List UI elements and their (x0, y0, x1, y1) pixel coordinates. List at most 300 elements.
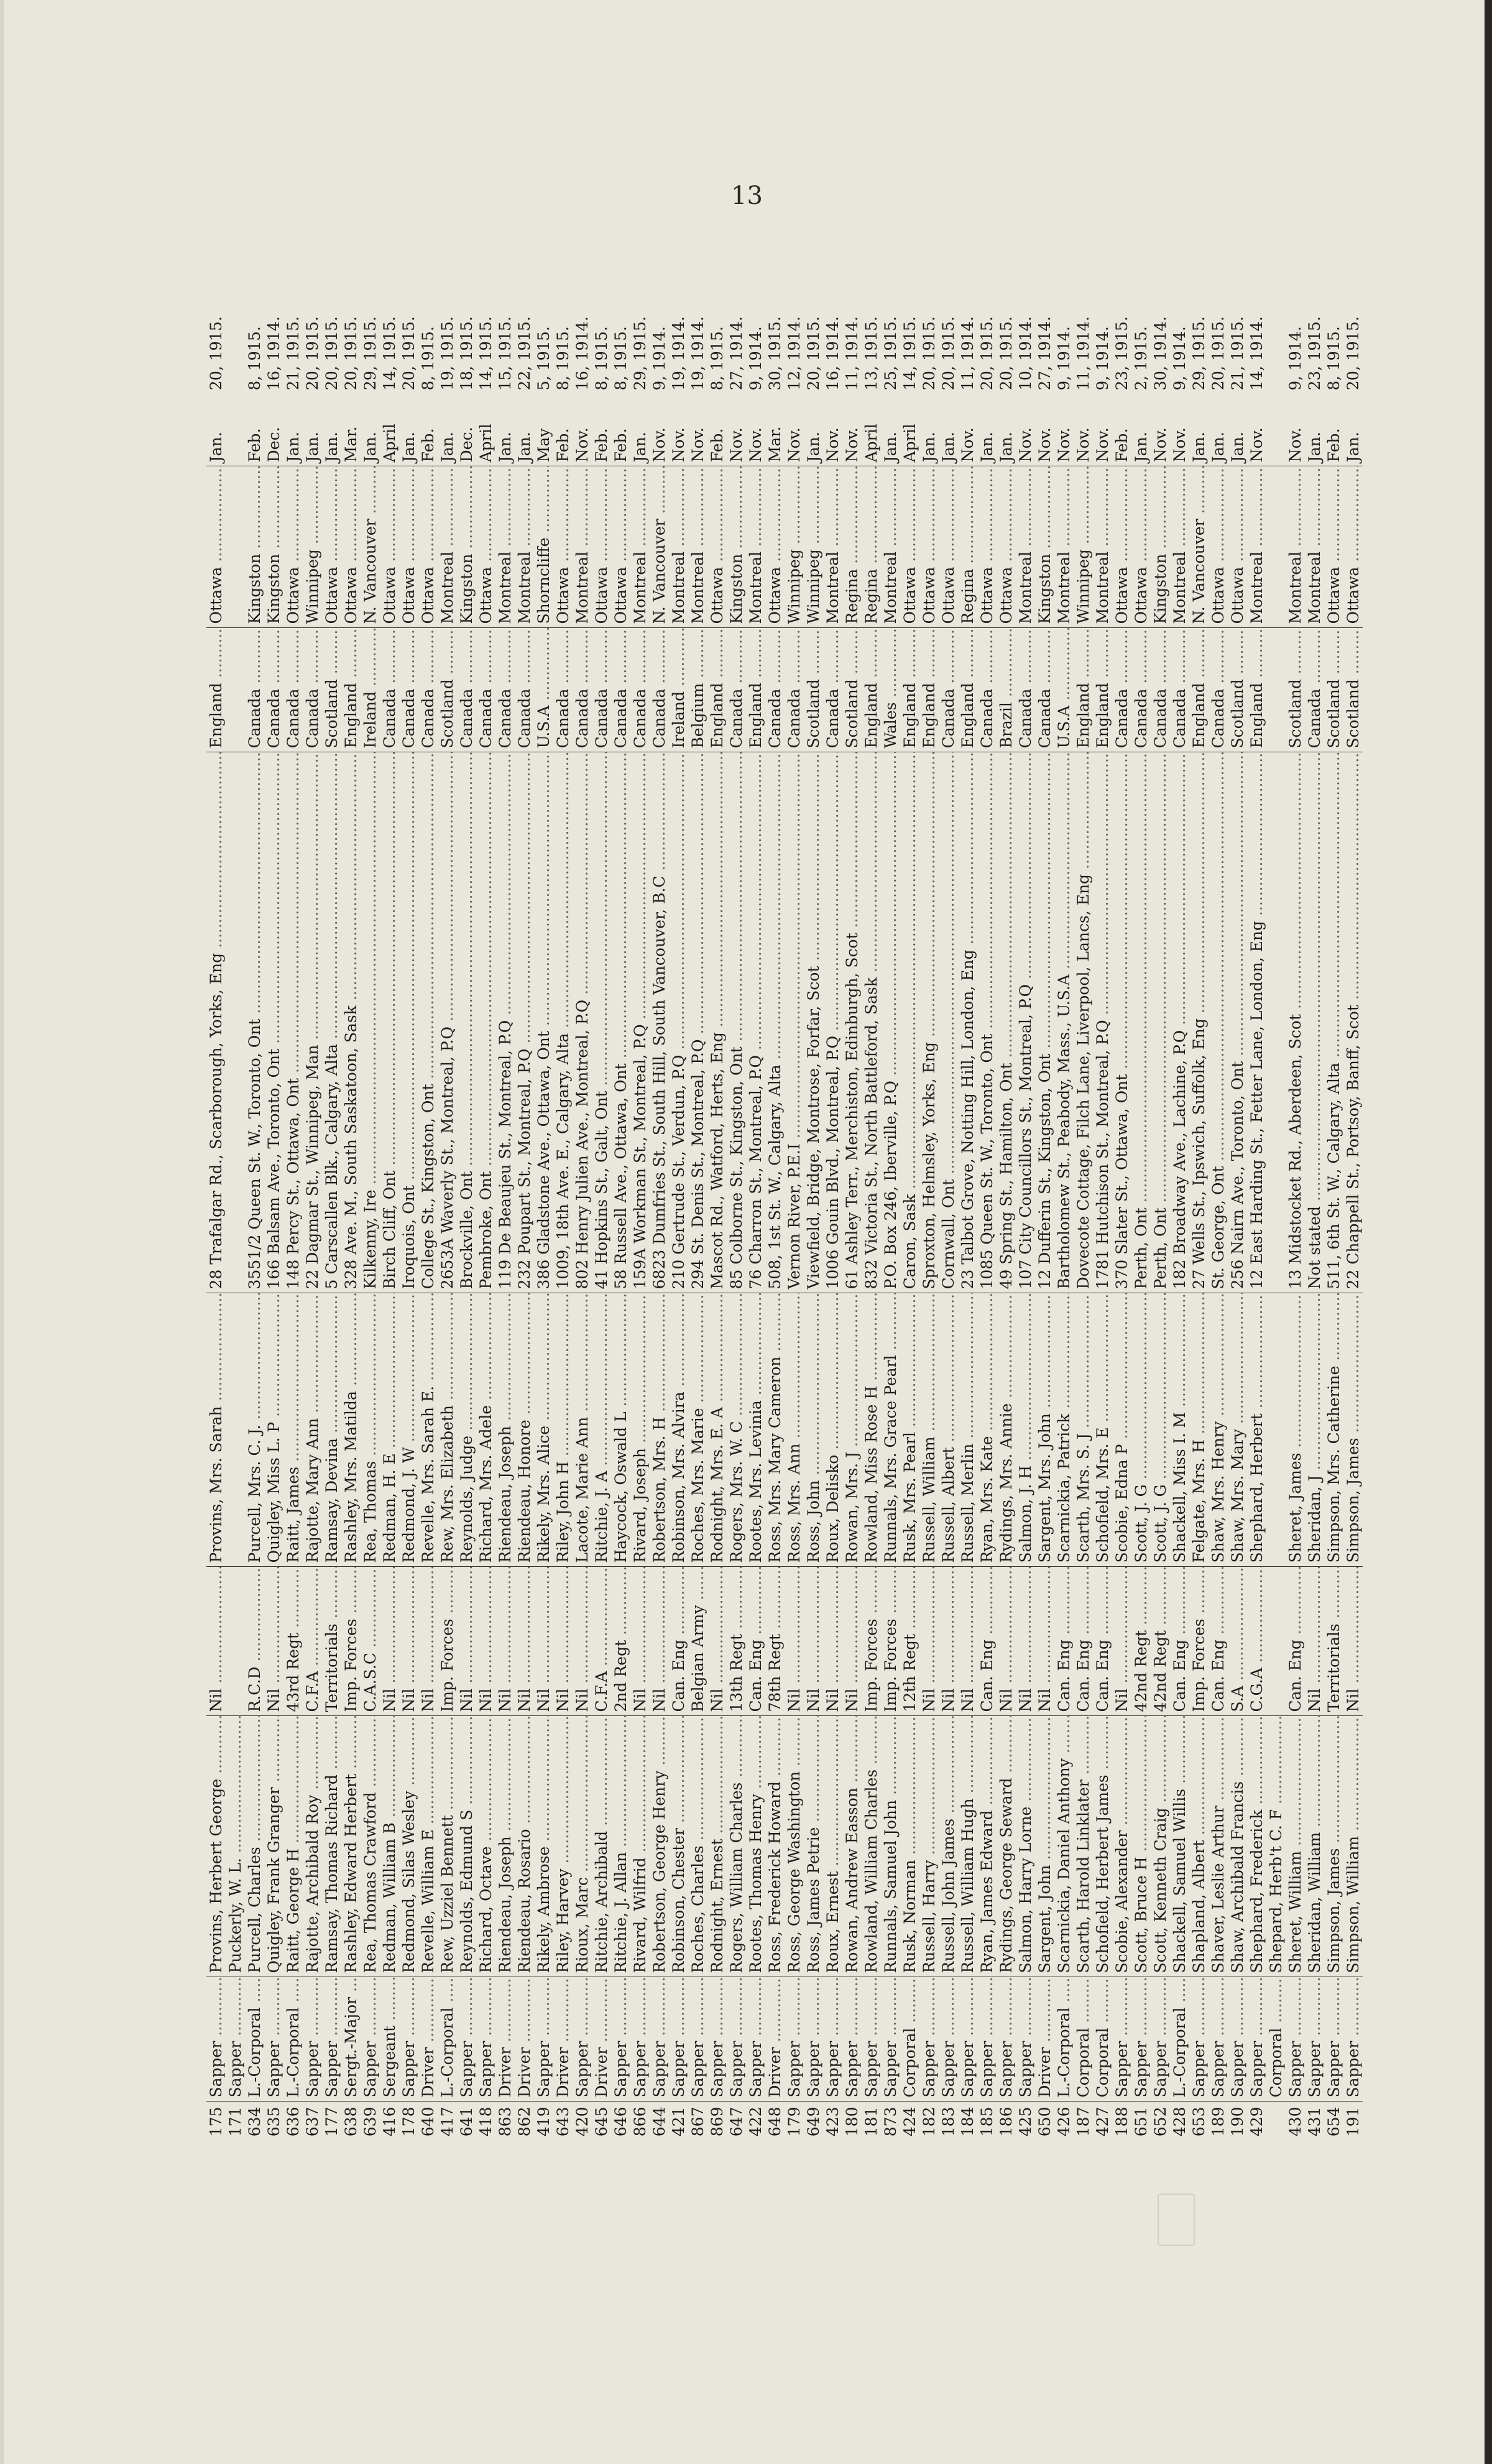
place-of-enlistment-cell: Ottawa ..... (399, 466, 418, 628)
country-of-birth-cell (226, 628, 245, 752)
enlistment-month-cell: Jan. (206, 392, 226, 466)
rank-cell: Corporal ..... (1266, 1977, 1286, 2102)
table-row (592, 255, 611, 2145)
rank-cell: Sapper ..... (1151, 1977, 1170, 2102)
rank-cell: Driver ..... (418, 1977, 438, 2102)
place-of-enlistment-cell: Winnipeg ..... (785, 466, 804, 628)
next-of-kin-cell: Haycock, Oswald L ..... (611, 1293, 630, 1567)
regimental-number-cell: 638 (342, 2106, 360, 2137)
place-of-enlistment-cell: Ottawa ..... (206, 466, 226, 628)
country-of-birth-cell: Belgium ..... (688, 628, 707, 752)
enlistment-month-cell: Nov. (746, 392, 765, 466)
regimental-number-cell: 418 (477, 2106, 495, 2137)
address-cell (226, 752, 245, 1293)
rank-cell: Sapper ..... (1209, 1977, 1228, 2102)
enlistment-month-cell: Nov. (1093, 392, 1112, 466)
place-of-enlistment-cell: Ottawa ..... (1209, 466, 1228, 628)
enlistment-month-cell: Feb. (592, 392, 611, 466)
enlistment-day-year-cell: 20, 1915. (400, 316, 418, 390)
name-cell: Raitt, George H ..... (283, 1716, 303, 1977)
regimental-number-cell: 867 (689, 2106, 707, 2137)
enlistment-day-year-cell: 20, 1915. (939, 316, 957, 390)
table-row (804, 255, 823, 2145)
country-of-birth-cell: Wales ..... (881, 628, 900, 752)
address-cell: 22 Chappell St., Portsoy, Banff, Scot ..... (1343, 752, 1363, 1293)
next-of-kin-cell: Scarnickia, Patrick ..... (1054, 1293, 1074, 1567)
rank-cell: Driver ..... (495, 1977, 515, 2102)
name-cell: Schofield, Herbert James ..... (1093, 1716, 1112, 1977)
former-corps-cell: Nil ..... (206, 1567, 226, 1716)
former-corps-cell: Nil ..... (553, 1567, 573, 1716)
enlistment-month-cell: Jan. (283, 392, 303, 466)
regimental-number-cell: 190 (1228, 2106, 1246, 2137)
rank-cell: Sapper ..... (1247, 1977, 1266, 2102)
place-of-enlistment-cell: Montreal ..... (1016, 466, 1035, 628)
next-of-kin-cell: Simpson, Mrs. Catherine ..... (1324, 1293, 1343, 1567)
regimental-number-cell (1266, 2102, 1286, 2145)
former-corps-cell: Nil ..... (1343, 1567, 1363, 1716)
name-cell: Russell, William Hugh ..... (958, 1716, 977, 1977)
country-of-birth-cell: Canada ..... (1305, 628, 1324, 752)
next-of-kin-cell: Ritchie, J. A ..... (592, 1293, 611, 1567)
country-of-birth-cell: Canada ..... (977, 628, 997, 752)
next-of-kin-cell: Simpson, James ..... (1343, 1293, 1363, 1567)
address-cell: 41 Hopkins St., Galt, Ont ..... (592, 752, 611, 1293)
enlistment-month-cell: Nov. (1074, 392, 1093, 466)
address-cell: 13 Midstocket Rd., Aberdeen, Scot ..... (1286, 752, 1305, 1293)
former-corps-cell: Nil ..... (418, 1567, 438, 1716)
place-of-enlistment-cell: Montreal ..... (746, 466, 765, 628)
place-of-enlistment-cell: Ottawa ..... (1228, 466, 1247, 628)
place-of-enlistment-cell: Ottawa ..... (997, 466, 1016, 628)
enlistment-day-year-cell: 25, 1915. (882, 316, 900, 390)
enlistment-month-cell: April (862, 392, 881, 466)
place-of-enlistment-cell: N. Vancouver ..... (1189, 466, 1209, 628)
name-cell: Shapland, Albert ..... (1189, 1716, 1209, 1977)
enlistment-day-year-cell: 27, 1914. (1036, 316, 1054, 390)
regimental-number-cell: 428 (1171, 2106, 1189, 2137)
enlistment-month-cell: Feb. (245, 392, 264, 466)
table-row (842, 255, 862, 2145)
enlistment-day-year-cell: 2, 1915. (1132, 326, 1150, 390)
country-of-birth-cell: Canada ..... (611, 628, 630, 752)
rank-cell: L.-Corporal ..... (1054, 1977, 1074, 2102)
country-of-birth-cell: England ..... (1247, 628, 1266, 752)
place-of-enlistment-cell: Ottawa ..... (611, 466, 630, 628)
place-of-enlistment-cell: Ottawa ..... (341, 466, 361, 628)
country-of-birth-cell: Canada ..... (785, 628, 804, 752)
rank-cell: Sapper ..... (264, 1977, 283, 2102)
next-of-kin-cell: Rajotte, Mary Ann ..... (303, 1293, 322, 1567)
country-of-birth-cell: England ..... (958, 628, 977, 752)
next-of-kin-cell: Runnals, Mrs. Grace Pearl ..... (881, 1293, 900, 1567)
former-corps-cell: Can. Eng ..... (1286, 1567, 1305, 1716)
enlistment-month-cell: Jan. (322, 392, 341, 466)
rank-cell: Sapper ..... (746, 1977, 765, 2102)
address-cell: 12 Dufferin St., Kingston, Ont ..... (1035, 752, 1054, 1293)
table-row (881, 255, 900, 2145)
rank-cell: Sapper ..... (1286, 1977, 1305, 2102)
regimental-number-cell: 429 (1248, 2106, 1266, 2137)
enlistment-month-cell: Nov. (669, 392, 688, 466)
next-of-kin-cell: Rashley, Mrs. Matilda ..... (341, 1293, 361, 1567)
former-corps-cell: Nil ..... (1112, 1567, 1131, 1716)
address-cell: Dovecote Cottage, Filch Lane, Liverpool, Lancs, Eng ..... (1074, 752, 1093, 1293)
former-corps-cell: 13th Regt ..... (727, 1567, 746, 1716)
rank-cell: Sapper ..... (669, 1977, 688, 2102)
table-row (1305, 255, 1324, 2145)
country-of-birth-cell: Canada ..... (939, 628, 958, 752)
place-of-enlistment-cell: Winnipeg ..... (1074, 466, 1093, 628)
rank-cell: Corporal ..... (1074, 1977, 1093, 2102)
enlistment-month-cell: Jan. (919, 392, 939, 466)
name-cell: Ritchie, Archibald ..... (592, 1716, 611, 1977)
next-of-kin-cell: Redmond, J. W ..... (399, 1293, 418, 1567)
former-corps-cell: Nil ..... (958, 1567, 977, 1716)
name-cell: Sheret, William ..... (1286, 1716, 1305, 1977)
rank-cell: Sapper ..... (804, 1977, 823, 2102)
enlistment-month-cell: Nov. (1170, 392, 1189, 466)
former-corps-cell: Nil ..... (476, 1567, 495, 1716)
enlistment-day-year-cell: 16, 1914. (265, 316, 283, 390)
address-cell: Perth, Ont ..... (1131, 752, 1151, 1293)
rank-cell: Sapper ..... (611, 1977, 630, 2102)
next-of-kin-cell: Revelle, Mrs. Sarah E. ..... (418, 1293, 438, 1567)
next-of-kin-cell: Scott, J. G ..... (1131, 1293, 1151, 1567)
country-of-birth-cell: Scotland ..... (1286, 628, 1305, 752)
former-corps-cell: Can. Eng ..... (1093, 1567, 1112, 1716)
name-cell: Rikely, Ambrose ..... (534, 1716, 553, 1977)
name-cell: Ritchie, J. Allan ..... (611, 1716, 630, 1977)
name-cell: Quigley, Frank Granger ..... (264, 1716, 283, 1977)
former-corps-cell: Nil ..... (650, 1567, 669, 1716)
next-of-kin-cell: Rivard, Joseph ..... (630, 1293, 650, 1567)
next-of-kin-cell: Scobie, Edna P ..... (1112, 1293, 1131, 1567)
enlistment-month-cell: Feb. (553, 392, 573, 466)
address-cell: 22 Dagmar St., Winnipeg, Man ..... (303, 752, 322, 1293)
country-of-birth-cell: Canada ..... (1170, 628, 1189, 752)
address-cell: Sproxton, Helmsley, Yorks, Eng ..... (919, 752, 939, 1293)
enlistment-month-cell: Feb. (611, 392, 630, 466)
country-of-birth-cell: Scotland ..... (804, 628, 823, 752)
table-row (495, 255, 515, 2145)
enlistment-month-cell: Jan. (997, 392, 1016, 466)
country-of-birth-cell: Canada ..... (476, 628, 495, 752)
enlistment-day-year-cell: 5, 1915. (535, 326, 553, 390)
name-cell: Rajotte, Archibald Roy ..... (303, 1716, 322, 1977)
next-of-kin-cell: Russell, Albert ..... (939, 1293, 958, 1567)
place-of-enlistment-cell: Montreal ..... (438, 466, 457, 628)
former-corps-cell: Nil ..... (495, 1567, 515, 1716)
enlistment-month-cell: Mar. (341, 392, 361, 466)
enlistment-day-year-cell: 11, 1914. (959, 316, 977, 390)
rank-cell: Sapper ..... (1112, 1977, 1131, 2102)
rank-cell: Sapper ..... (977, 1977, 997, 2102)
regimental-number-cell: 862 (515, 2106, 533, 2137)
regimental-number-cell: 430 (1286, 2106, 1304, 2137)
country-of-birth-cell: Ireland ..... (669, 628, 688, 752)
place-of-enlistment-cell: Ottawa ..... (900, 466, 919, 628)
name-cell: Redman, William B ..... (380, 1716, 399, 1977)
address-cell: P.O. Box 246, Iberville, P.Q ..... (881, 752, 900, 1293)
regimental-number-cell: 416 (380, 2106, 398, 2137)
table-row (1324, 255, 1343, 2145)
next-of-kin-cell: Riendeau, Joseph ..... (495, 1293, 515, 1567)
name-cell: Rashley, Edward Herbert ..... (341, 1716, 361, 1977)
place-of-enlistment-cell: Ottawa ..... (1131, 466, 1151, 628)
former-corps-cell: C.G.A ..... (1247, 1567, 1266, 1716)
former-corps-cell: C.F.A ..... (592, 1567, 611, 1716)
place-of-enlistment-cell: Regina ..... (842, 466, 862, 628)
address-cell: Bartholomew St., Peabody, Mass., U.S.A ..... (1054, 752, 1074, 1293)
former-corps-cell: Nil ..... (939, 1567, 958, 1716)
table-row (900, 255, 919, 2145)
place-of-enlistment-cell: Ottawa ..... (283, 466, 303, 628)
country-of-birth-cell: England ..... (919, 628, 939, 752)
former-corps-cell: 2nd Regt ..... (611, 1567, 630, 1716)
name-cell: Rusk, Norman ..... (900, 1716, 919, 1977)
enlistment-day-year-cell: 13, 1915. (862, 316, 880, 390)
next-of-kin-cell (1266, 1293, 1286, 1567)
place-of-enlistment-cell: Kingston ..... (1035, 466, 1054, 628)
former-corps-cell: C.A.S.C ..... (361, 1567, 380, 1716)
place-of-enlistment-cell: Montreal ..... (1305, 466, 1324, 628)
rank-cell: Driver ..... (553, 1977, 573, 2102)
rank-cell: Sapper ..... (688, 1977, 707, 2102)
enlistment-day-year-cell: 14, 1915. (380, 316, 398, 390)
former-corps-cell: 12th Regt ..... (900, 1567, 919, 1716)
address-cell: 508, 1st St. W., Calgary, Alta ..... (765, 752, 785, 1293)
place-of-enlistment-cell: Kingston ..... (1151, 466, 1170, 628)
regimental-number-cell: 182 (920, 2106, 938, 2137)
regimental-number-cell: 191 (1344, 2106, 1362, 2137)
regimental-number-cell: 427 (1094, 2106, 1112, 2137)
country-of-birth-cell: Canada ..... (495, 628, 515, 752)
name-cell: Rew, Uzziel Bennett ..... (438, 1716, 457, 1977)
rank-cell: Sapper ..... (1016, 1977, 1035, 2102)
country-of-birth-cell: Canada ..... (573, 628, 592, 752)
address-cell: Caron, Sask ..... (900, 752, 919, 1293)
place-of-enlistment-cell: Ottawa ..... (977, 466, 997, 628)
enlistment-day-year-cell: 9, 1914. (747, 326, 765, 390)
regimental-number-cell: 873 (882, 2106, 900, 2137)
enlistment-month-cell: Jan. (1343, 392, 1363, 466)
country-of-birth-cell: Canada ..... (457, 628, 476, 752)
table-row (650, 255, 669, 2145)
table-row (765, 255, 785, 2145)
enlistment-month-cell: Jan. (1189, 392, 1209, 466)
enlistment-day-year-cell: 9, 1914. (1055, 326, 1073, 390)
address-cell: 1085 Queen St. W., Toronto, Ont ..... (977, 752, 997, 1293)
address-cell: 107 City Councillors St., Montreal, P.Q ..... (1016, 752, 1035, 1293)
rank-cell: Sapper ..... (206, 1977, 226, 2102)
former-corps-cell: Territorials ..... (1324, 1567, 1343, 1716)
next-of-kin-cell: Salmon, J. H ..... (1016, 1293, 1035, 1567)
former-corps-cell: 43rd Regt ..... (283, 1567, 303, 1716)
name-cell: Russell, John James ..... (939, 1716, 958, 1977)
country-of-birth-cell: Canada ..... (727, 628, 746, 752)
former-corps-cell: Nil ..... (630, 1567, 650, 1716)
name-cell: Reynolds, Edmund S ..... (457, 1716, 476, 1977)
former-corps-cell: Nil ..... (707, 1567, 727, 1716)
rank-cell: Sapper ..... (399, 1977, 418, 2102)
name-cell: Shaver, Leslie Arthur ..... (1209, 1716, 1228, 1977)
country-of-birth-cell: Canada ..... (515, 628, 534, 752)
enlistment-day-year-cell: 20, 1915. (920, 316, 938, 390)
regimental-number-cell: 866 (631, 2106, 649, 2137)
table-row (1247, 255, 1266, 2145)
table-row (399, 255, 418, 2145)
enlistment-month-cell: Mar. (765, 392, 785, 466)
country-of-birth-cell: Canada ..... (823, 628, 842, 752)
former-corps-cell: C.F.A ..... (303, 1567, 322, 1716)
regimental-number-cell: 641 (458, 2106, 476, 2137)
place-of-enlistment-cell: N. Vancouver ..... (361, 466, 380, 628)
enlistment-day-year-cell: 9, 1914. (1171, 326, 1189, 390)
regimental-number-cell: 180 (843, 2106, 861, 2137)
regimental-number-cell: 643 (554, 2106, 572, 2137)
former-corps-cell: 42nd Regt ..... (1131, 1567, 1151, 1716)
enlistment-month-cell: Jan. (399, 392, 418, 466)
next-of-kin-cell: Ross, Mrs. Mary Cameron ..... (765, 1293, 785, 1567)
place-of-enlistment-cell (226, 466, 245, 628)
country-of-birth-cell: Scotland ..... (1343, 628, 1363, 752)
regimental-number-cell: 649 (804, 2106, 822, 2137)
name-cell: Riley, Harvey ..... (553, 1716, 573, 1977)
rank-cell: Sapper ..... (650, 1977, 669, 2102)
enlistment-month-cell: Feb. (707, 392, 727, 466)
table-row (1112, 255, 1131, 2145)
regimental-number-cell: 426 (1055, 2106, 1073, 2137)
regimental-number-cell: 187 (1074, 2106, 1092, 2137)
regimental-number-cell: 419 (535, 2106, 553, 2137)
country-of-birth-cell: Canada ..... (592, 628, 611, 752)
enlistment-month-cell: May (534, 392, 553, 466)
table-row (785, 255, 804, 2145)
name-cell: Redmond, Silas Wesley ..... (399, 1716, 418, 1977)
next-of-kin-cell: Ramsay, Devina ..... (322, 1293, 341, 1567)
name-cell: Ramsay, Thomas Richard ..... (322, 1716, 341, 1977)
table-row (1131, 255, 1151, 2145)
enlistment-month-cell: Jan. (515, 392, 534, 466)
rank-cell: Sapper ..... (1189, 1977, 1209, 2102)
place-of-enlistment-cell: Regina ..... (958, 466, 977, 628)
table-row (1074, 255, 1093, 2145)
name-cell: Russell, Harry ..... (919, 1716, 939, 1977)
enlistment-month-cell: Nov. (1054, 392, 1074, 466)
enlistment-month-cell: Nov. (573, 392, 592, 466)
country-of-birth-cell: Canada ..... (1112, 628, 1131, 752)
next-of-kin-cell: Sheret, James ..... (1286, 1293, 1305, 1567)
regimental-number-cell: 869 (708, 2106, 726, 2137)
enlistment-month-cell: Dec. (264, 392, 283, 466)
regimental-number-cell: 424 (901, 2106, 919, 2137)
regimental-number-cell: 425 (1016, 2106, 1034, 2137)
rank-cell: L.-Corporal ..... (1170, 1977, 1189, 2102)
country-of-birth-cell: England ..... (707, 628, 727, 752)
regimental-number-cell: 635 (265, 2106, 283, 2137)
address-cell: 61 Ashley Terr., Merchiston, Edinburgh, Scot ..... (842, 752, 862, 1293)
enlistment-day-year-cell: 8, 1915. (554, 326, 572, 390)
nominal-roll-body (206, 255, 1363, 2145)
country-of-birth-cell: Scotland ..... (842, 628, 862, 752)
place-of-enlistment-cell: N. Vancouver ..... (650, 466, 669, 628)
next-of-kin-cell: Ryan, Mrs. Kate ..... (977, 1293, 997, 1567)
regimental-number-cell: 653 (1190, 2106, 1208, 2137)
next-of-kin-cell: Scarth, Mrs. S. J ..... (1074, 1293, 1093, 1567)
name-cell: Scarnickia, Daniel Anthony ..... (1054, 1716, 1074, 1977)
former-corps-cell: Nil ..... (1305, 1567, 1324, 1716)
address-cell: 1781 Hutchison St., Montreal, P.Q ..... (1093, 752, 1112, 1293)
place-of-enlistment-cell (1266, 466, 1286, 628)
table-row (958, 255, 977, 2145)
name-cell: Ross, Frederick Howard ..... (765, 1716, 785, 1977)
enlistment-day-year-cell: 23, 1915. (1113, 316, 1131, 390)
regimental-number-cell: 423 (824, 2106, 842, 2137)
enlistment-month-cell: Jan. (361, 392, 380, 466)
enlistment-month-cell (226, 392, 245, 466)
next-of-kin-cell: Riley, John H ..... (553, 1293, 573, 1567)
former-corps-cell: Nil ..... (399, 1567, 418, 1716)
place-of-enlistment-cell: Montreal ..... (1286, 466, 1305, 628)
former-corps-cell: Nil ..... (573, 1567, 592, 1716)
place-of-enlistment-cell: Ottawa ..... (765, 466, 785, 628)
former-corps-cell: Can. Eng ..... (1170, 1567, 1189, 1716)
table-row (573, 255, 592, 2145)
enlistment-day-year-cell: 8, 1915. (708, 326, 726, 390)
rank-cell: L.-Corporal ..... (438, 1977, 457, 2102)
name-cell: Puckerly, W. L. ..... (226, 1716, 245, 1977)
enlistment-month-cell: Feb. (1324, 392, 1343, 466)
next-of-kin-cell: Rea, Thomas ..... (361, 1293, 380, 1567)
country-of-birth-cell: Canada ..... (1016, 628, 1035, 752)
former-corps-cell: Can. Eng ..... (1054, 1567, 1074, 1716)
former-corps-cell: 78th Regt ..... (765, 1567, 785, 1716)
rank-cell: Sapper ..... (842, 1977, 862, 2102)
enlistment-month-cell: Jan. (977, 392, 997, 466)
name-cell: Richard, Octave ..... (476, 1716, 495, 1977)
rank-cell: Sapper ..... (997, 1977, 1016, 2102)
table-row (939, 255, 958, 2145)
country-of-birth-cell: Canada ..... (1151, 628, 1170, 752)
name-cell: Shackell, Samuel Willis ..... (1170, 1716, 1189, 1977)
address-cell: St. George, Ont ..... (1209, 752, 1228, 1293)
country-of-birth-cell: Ireland ..... (361, 628, 380, 752)
name-cell: Ross, James Petrie ..... (804, 1716, 823, 1977)
regimental-number-cell: 646 (612, 2106, 630, 2137)
table-row (746, 255, 765, 2145)
rank-cell: Driver ..... (765, 1977, 785, 2102)
address-cell: 3551/2 Queen St. W., Toronto, Ont ..... (245, 752, 264, 1293)
next-of-kin-cell: Quigley, Miss L. P ..... (264, 1293, 283, 1567)
former-corps-cell (1266, 1567, 1286, 1716)
former-corps-cell: Imp. Forces ..... (881, 1567, 900, 1716)
table-row (1286, 255, 1305, 2145)
address-cell: 85 Colborne St., Kingston, Ont ..... (727, 752, 746, 1293)
former-corps-cell (226, 1567, 245, 1716)
country-of-birth-cell: Scotland ..... (1324, 628, 1343, 752)
enlistment-day-year-cell: 9, 1914. (1094, 326, 1112, 390)
enlistment-month-cell: Nov. (1286, 392, 1305, 466)
place-of-enlistment-cell: Kingston ..... (245, 466, 264, 628)
country-of-birth-cell: England ..... (1093, 628, 1112, 752)
regimental-number-cell: 421 (670, 2106, 688, 2137)
name-cell: Scobie, Alexander ..... (1112, 1716, 1131, 1977)
next-of-kin-cell: Provins, Mrs. Sarah ..... (206, 1293, 226, 1567)
table-row (727, 255, 746, 2145)
table-row (1035, 255, 1054, 2145)
next-of-kin-cell: Lacote, Marie Ann ..... (573, 1293, 592, 1567)
